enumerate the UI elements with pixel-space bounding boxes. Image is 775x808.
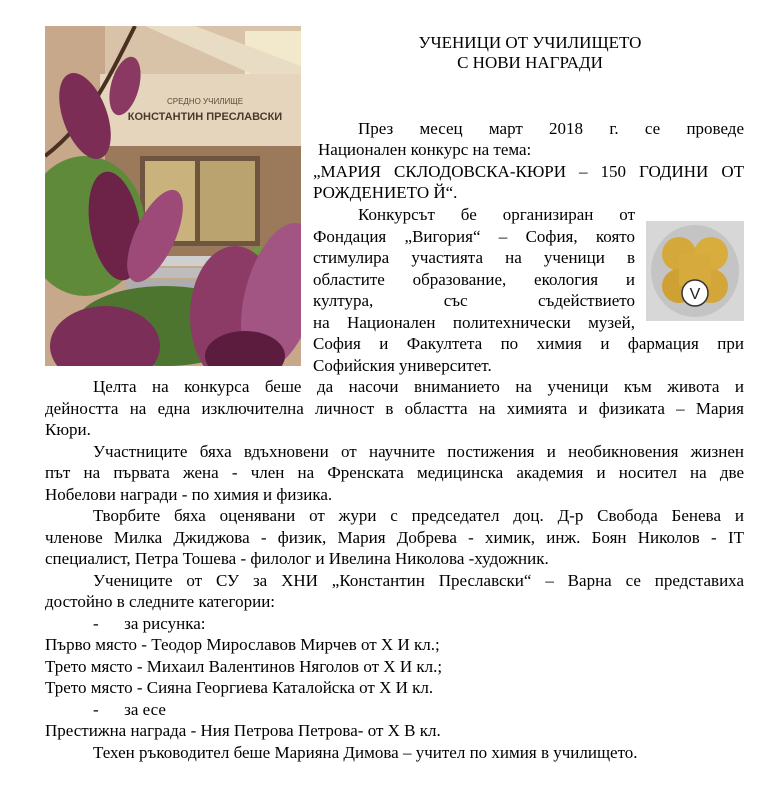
line-24: - за рисунка: — [93, 614, 206, 633]
line-25: Първо място - Теодор Мирославов Мирчев от Х И кл.; — [45, 635, 440, 654]
line-1: През месец март 2018 г. се проведе — [358, 119, 744, 138]
title-line-2: С НОВИ НАГРАДИ — [457, 53, 603, 72]
vigoria-clover-logo — [646, 221, 744, 321]
line-18: Нобелови награди - по химия и физика. — [45, 485, 333, 504]
line-20: членове Милка Джиджова - физик, Мария Добрева - химик, инж. Боян Николов - IT — [45, 528, 744, 547]
line-19: Творбите бяха оценявани от жури с председател доц. Д-р Свобода Беневa и — [93, 506, 744, 525]
line-10: на Национален политехнически музей, — [313, 313, 635, 332]
line-30: Техен ръководител беше Марияна Димова – учител по химия в училището. — [93, 743, 638, 762]
sign-line-2: КОНСТАНТИН ПРЕСЛАВСКИ — [127, 111, 283, 123]
line-26: Трето място - Михаил Валентинов Няголов от Х И кл.; — [45, 657, 443, 676]
logo-letter: V — [689, 286, 701, 303]
line-21: специалист, Петра Тошева - филолог и Ивелина Николова -художник. — [45, 549, 549, 568]
line-9: култура, със съдействието — [313, 291, 635, 310]
school-magnolia-photo — [45, 26, 301, 366]
line-23: достойно в следните категории: — [45, 592, 276, 611]
line-2: Национален конкурс на тема: — [318, 140, 532, 159]
line-12: Софийския университет. — [313, 356, 492, 375]
line-6: Фондация „Вигория“ – София, която — [313, 227, 635, 246]
line-14: дейността на една изключителна личност в областта на химията и физиката – Мария — [45, 399, 744, 418]
line-7: стимулира участията на ученици в — [313, 248, 635, 267]
line-15: Кюри. — [45, 420, 91, 439]
line-22: Учениците от СУ за ХНИ „Константин Преславски“ – Варна се представиха — [93, 571, 744, 590]
line-5: Конкурсът бе организиран от — [358, 205, 635, 224]
line-16: Участниците бяха вдъхновени от научните постижения и необикновения жизнен — [93, 442, 744, 461]
clover-icon — [646, 221, 744, 321]
line-4: РОЖДЕНИЕТО Й“. — [313, 183, 458, 202]
line-17: път на първата жена - член на Френската медицинска академия и носител на две — [45, 463, 744, 482]
article-title — [330, 33, 730, 73]
line-27: Трето място - Сияна Георгиева Каталойска от Х И кл. — [45, 678, 434, 697]
line-8: областите образование, екология и — [313, 270, 635, 289]
title-line-1: УЧЕНИЦИ ОТ УЧИЛИЩЕТО — [418, 33, 642, 52]
sign-line-1: СРЕДНО УЧИЛИЩЕ — [166, 97, 244, 106]
line-13: Целта на конкурса беше да насочи вниманието на ученици към живота и — [93, 377, 744, 396]
line-29: Престижна награда - Ния Петрова Петрова- от Х В кл. — [45, 721, 441, 740]
line-3: „МАРИЯ СКЛОДОВСКА-КЮРИ – 150 ГОДИНИ ОТ — [313, 162, 744, 181]
line-28: - за есе — [93, 700, 166, 719]
line-11: София и Факултета по химия и фармация при — [313, 334, 744, 353]
photo-illustration — [45, 26, 301, 366]
